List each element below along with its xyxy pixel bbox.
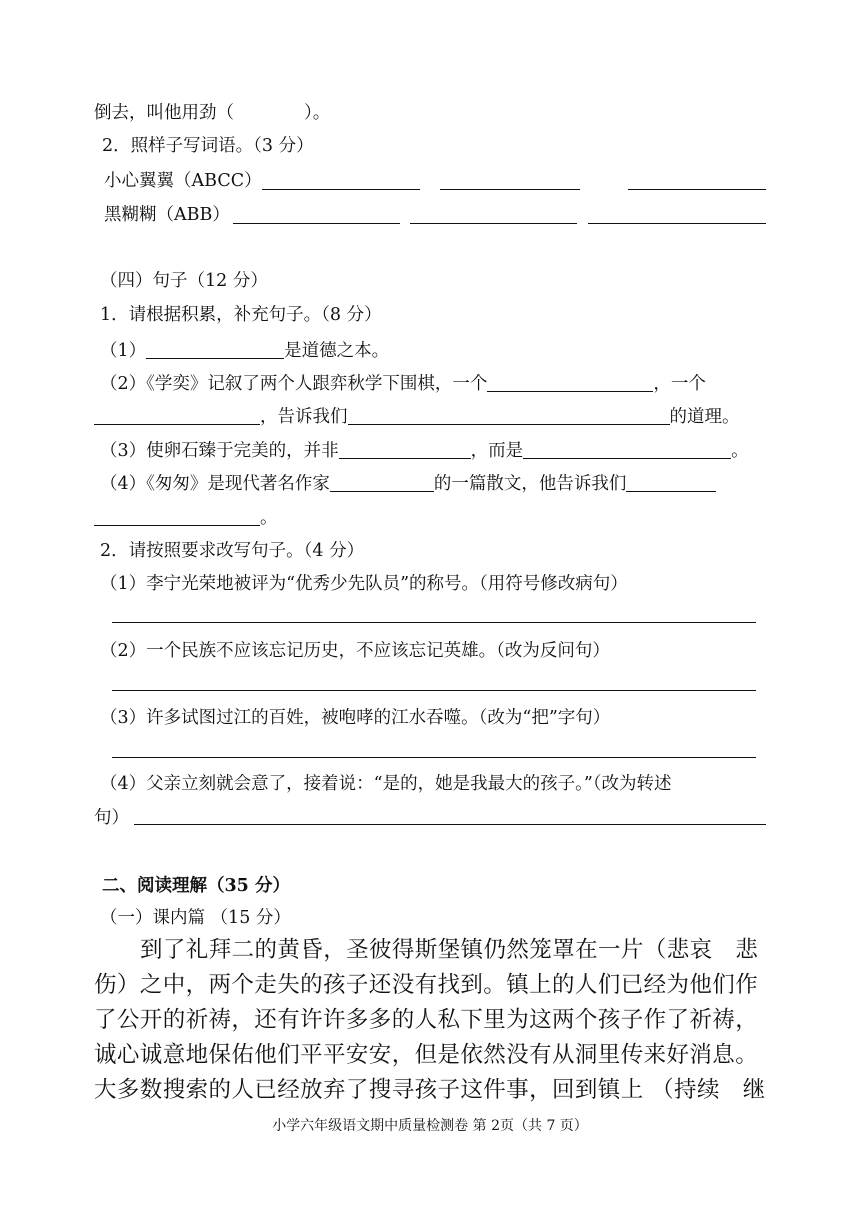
question-line: （4）《匆匆》是现代著名作家 的一篇散文，他告诉我们 <box>100 472 716 496</box>
question-line: 。 <box>94 506 278 530</box>
word-row <box>104 203 230 227</box>
passage-line: 诚心诚意地保佑他们平平安安，但是依然没有从洞里传来好消息。 <box>94 1042 759 1068</box>
question-line: 倒去，叫他用劲（ ）。 <box>94 103 331 123</box>
question-line: （1） 是道德之本。 <box>100 341 390 361</box>
passage-line: 伤）之中，两个走失的孩子还没有找到。镇上的人们已经为他们作 <box>94 972 759 998</box>
question-line: 句） <box>94 808 129 828</box>
section-heading: （四）句子（12 分） <box>100 271 268 291</box>
question-line: （3）许多试图过江的百姓，被咆哮的江水吞噬。（改为“把”字句） <box>100 708 611 728</box>
answer-blank[interactable] <box>146 340 284 359</box>
question-line: （1）李宁光荣地被评为“优秀少先队员”的称号。（用符号修改病句） <box>100 574 628 594</box>
word-row <box>104 169 262 193</box>
answer-blank[interactable] <box>628 189 766 190</box>
question-line: ，告诉我们 的道理。 <box>94 405 740 429</box>
question-line: （4）父亲立刻就会意了，接着说：“是的，她是我最大的孩子。”（改为转述 <box>100 774 672 794</box>
word-pattern-label: 小心翼翼（ABCC） <box>104 171 262 191</box>
section-heading: （一）课内篇 （15 分） <box>100 908 291 928</box>
part-heading: 二、阅读理解（35 分） <box>102 876 290 896</box>
answer-blank[interactable] <box>410 223 577 224</box>
answer-blank[interactable] <box>588 223 766 224</box>
passage-line: 到了礼拜二的黄昏，圣彼得斯堡镇仍然笼罩在一片（悲哀 悲 <box>140 937 759 963</box>
question-heading: 2．请按照要求改写句子。（4 分） <box>100 541 365 561</box>
page-footer: 小学六年级语文期中质量检测卷 第 2页（共 7 页） <box>272 1118 588 1134</box>
answer-line[interactable] <box>112 757 756 758</box>
question-line: （2）《学奕》记叙了两个人跟弈秋学下围棋，一个 ，一个 <box>100 374 706 394</box>
passage-line: 了公开的祈祷，还有许许多多的人私下里为这两个孩子作了祈祷， <box>94 1007 759 1033</box>
answer-blank[interactable] <box>339 440 471 459</box>
answer-line[interactable] <box>112 622 756 623</box>
answer-blank[interactable] <box>330 473 434 492</box>
answer-blank[interactable] <box>348 406 670 425</box>
answer-blank[interactable] <box>94 507 260 526</box>
answer-blank[interactable] <box>233 223 400 224</box>
answer-blank[interactable] <box>487 373 653 392</box>
answer-blank[interactable] <box>440 189 580 190</box>
answer-blank[interactable] <box>626 473 716 492</box>
word-pattern-label: 黑糊糊（ABB） <box>104 205 230 225</box>
passage-line: 大多数搜索的人已经放弃了搜寻孩子这件事，回到镇上 （持续 继 <box>94 1077 766 1103</box>
answer-blank[interactable] <box>94 406 260 425</box>
answer-line[interactable] <box>112 690 756 691</box>
question-line: （2）一个民族不应该忘记历史，不应该忘记英雄。（改为反问句） <box>100 641 610 661</box>
answer-blank[interactable] <box>262 189 420 190</box>
answer-blank[interactable] <box>523 440 731 459</box>
answer-line[interactable] <box>134 824 766 825</box>
question-heading: 1．请根据积累，补充句子。（8 分） <box>100 305 382 325</box>
question-line: （3）使卵石臻于完美的，并非 ，而是 。 <box>100 441 749 461</box>
question-heading: 2．照样子写词语。（3 分） <box>102 136 314 156</box>
